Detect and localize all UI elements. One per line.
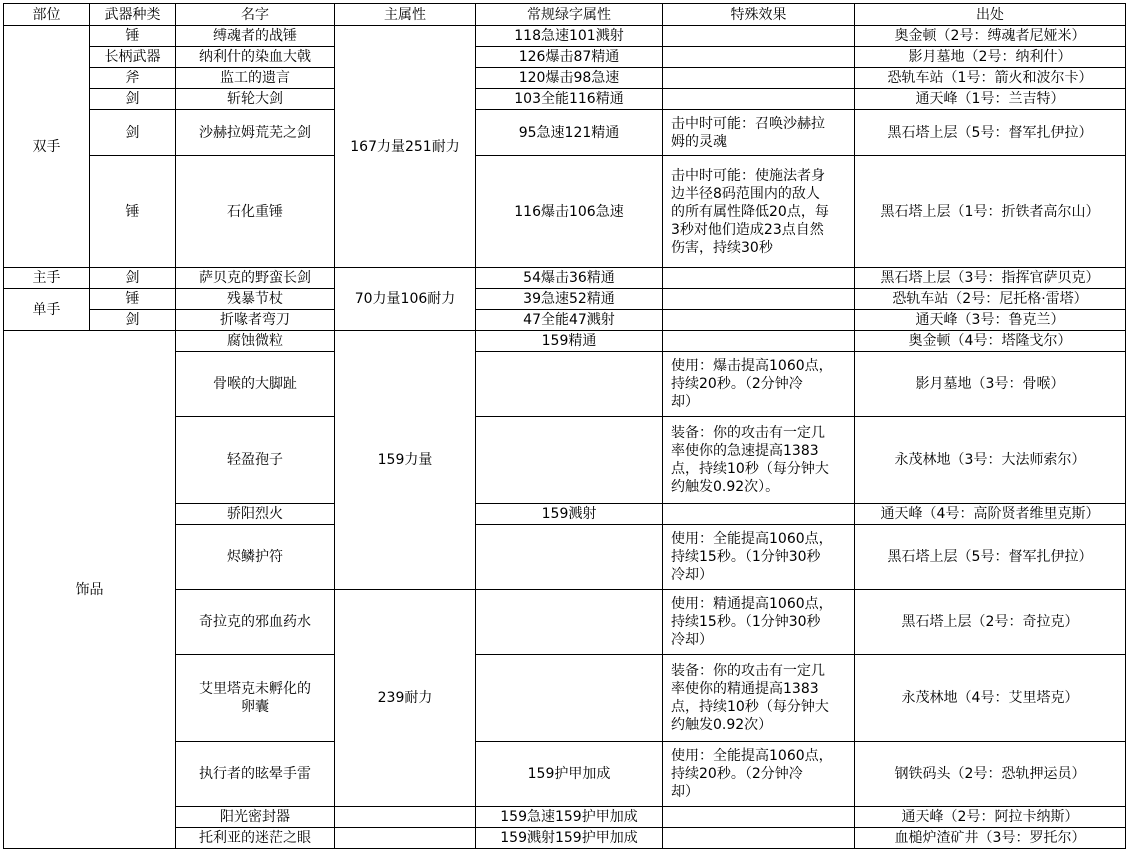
special-effect-cell <box>663 89 855 110</box>
secondary-stats-cell <box>476 590 663 655</box>
table-row <box>4 331 1126 352</box>
primary-stats-cell: 159力量 <box>335 331 476 590</box>
item-name-cell: 斩轮大剑 <box>176 89 335 110</box>
source-cell: 永茂林地（3号：大法师索尔） <box>855 417 1126 504</box>
slot-cell: 单手 <box>4 289 90 331</box>
secondary-stats-cell: 120爆击98急速 <box>476 68 663 89</box>
item-name-cell: 纳利什的染血大戟 <box>176 47 335 68</box>
source-cell: 黑石塔上层（5号：督军扎伊拉） <box>855 110 1126 156</box>
header-primary-stats: 主属性 <box>335 4 476 26</box>
header-secondary-stats: 常规绿字属性 <box>476 4 663 26</box>
slot-cell: 双手 <box>4 26 90 268</box>
table-row <box>4 310 1126 331</box>
item-name-cell: 奇拉克的邪血药水 <box>176 590 335 655</box>
header-source: 出处 <box>855 4 1126 26</box>
special-effect-cell <box>663 352 855 417</box>
source-cell: 通天峰（2号：阿拉卡纳斯） <box>855 807 1126 828</box>
secondary-stats-cell: 159急速159护甲加成 <box>476 807 663 828</box>
source-cell: 恐轨车站（1号：箭火和波尔卡） <box>855 68 1126 89</box>
secondary-stats-cell: 159溅射 <box>476 504 663 525</box>
source-cell: 黑石塔上层（3号：指挥官萨贝克） <box>855 268 1126 289</box>
table-row <box>4 47 1126 68</box>
secondary-stats-cell: 39急速52精通 <box>476 289 663 310</box>
source-cell: 影月墓地（3号：骨喉） <box>855 352 1126 417</box>
weapon-type-cell: 剑 <box>90 268 176 289</box>
secondary-stats-cell: 118急速101溅射 <box>476 26 663 47</box>
special-effect-text: 使用：爆击提高1060点， 持续20秒。（2分钟冷 却） <box>671 358 833 410</box>
source-cell: 恐轨车站（2号：尼托格·雷塔） <box>855 289 1126 310</box>
item-name-cell: 监工的遗言 <box>176 68 335 89</box>
weapon-type-cell: 剑 <box>90 110 176 156</box>
secondary-stats-cell: 47全能47溅射 <box>476 310 663 331</box>
item-name-text: 艾里塔克未孵化的 卵囊 <box>199 681 311 715</box>
item-name-cell: 萨贝克的野蛮长剑 <box>176 268 335 289</box>
special-effect-text: 击中时可能：召唤沙赫拉 姆的灵魂 <box>671 115 825 150</box>
table-row <box>4 268 1126 289</box>
secondary-stats-cell: 159溅射159护甲加成 <box>476 828 663 849</box>
primary-stats-cell: 167力量251耐力 <box>335 26 476 268</box>
secondary-stats-cell: 126爆击87精通 <box>476 47 663 68</box>
item-name-cell: 烬鳞护符 <box>176 525 335 590</box>
item-name-cell: 残暴节杖 <box>176 289 335 310</box>
item-name-cell <box>176 655 335 742</box>
special-effect-cell <box>663 525 855 590</box>
special-effect-cell <box>663 289 855 310</box>
item-name-cell: 石化重锤 <box>176 156 335 268</box>
source-cell: 血槌炉渣矿井（3号：罗托尔） <box>855 828 1126 849</box>
special-effect-cell <box>663 655 855 742</box>
slot-cell: 饰品 <box>4 331 176 849</box>
item-name-cell: 骨喉的大脚趾 <box>176 352 335 417</box>
gear-table <box>3 3 1126 849</box>
header-special-effect: 特殊效果 <box>663 4 855 26</box>
item-name-cell: 沙赫拉姆荒芜之剑 <box>176 110 335 156</box>
slot-cell: 主手 <box>4 268 90 289</box>
item-name-cell: 缚魂者的战锤 <box>176 26 335 47</box>
special-effect-cell <box>663 504 855 525</box>
source-cell: 黑石塔上层（1号：折铁者高尔山） <box>855 156 1126 268</box>
source-cell: 影月墓地（2号：纳利什） <box>855 47 1126 68</box>
special-effect-cell <box>663 268 855 289</box>
item-name-cell: 阳光密封器 <box>176 807 335 828</box>
table-row <box>4 156 1126 268</box>
source-cell: 通天峰（1号：兰吉特） <box>855 89 1126 110</box>
source-cell: 奥金顿（2号：缚魂者尼娅米） <box>855 26 1126 47</box>
special-effect-cell <box>663 590 855 655</box>
weapon-type-cell: 锤 <box>90 289 176 310</box>
special-effect-text: 击中时可能：使施法者身 边半径8码范围内的敌人 的所有属性降低20点，每 3秒对他们造成23点自然 伤害，持续30秒 <box>671 167 829 256</box>
item-name-cell: 骄阳烈火 <box>176 504 335 525</box>
primary-stats-cell <box>335 807 476 828</box>
header-weapon-type: 武器种类 <box>90 4 176 26</box>
item-name-cell: 执行者的眩晕手雷 <box>176 742 335 807</box>
weapon-type-cell: 剑 <box>90 310 176 331</box>
table-row <box>4 89 1126 110</box>
special-effect-cell <box>663 68 855 89</box>
weapon-type-cell: 斧 <box>90 68 176 89</box>
source-cell: 奥金顿（4号：塔隆戈尔） <box>855 331 1126 352</box>
source-cell: 通天峰（3号：鲁克兰） <box>855 310 1126 331</box>
item-name-cell: 腐蚀微粒 <box>176 331 335 352</box>
special-effect-text: 装备：你的攻击有一定几 率使你的急速提高1383 点，持续10秒（每分钟大 约触发0.92次）。 <box>671 425 829 495</box>
source-cell: 通天峰（4号：高阶贤者维里克斯） <box>855 504 1126 525</box>
header-name: 名字 <box>176 4 335 26</box>
special-effect-cell <box>663 742 855 807</box>
weapon-type-cell: 锤 <box>90 156 176 268</box>
special-effect-text: 使用：精通提高1060点， 持续15秒。（1分钟30秒 冷却） <box>671 596 833 648</box>
special-effect-cell <box>663 47 855 68</box>
special-effect-cell <box>663 807 855 828</box>
special-effect-cell <box>663 156 855 268</box>
secondary-stats-cell <box>476 525 663 590</box>
table-row <box>4 26 1126 47</box>
secondary-stats-cell: 159护甲加成 <box>476 742 663 807</box>
primary-stats-cell: 70力量106耐力 <box>335 268 476 331</box>
secondary-stats-cell <box>476 655 663 742</box>
source-cell: 永茂林地（4号：艾里塔克） <box>855 655 1126 742</box>
special-effect-cell <box>663 26 855 47</box>
secondary-stats-cell <box>476 352 663 417</box>
secondary-stats-cell <box>476 417 663 504</box>
special-effect-text: 使用：全能提高1060点， 持续15秒。（1分钟30秒 冷却） <box>671 531 833 583</box>
weapon-type-cell: 剑 <box>90 89 176 110</box>
source-cell: 钢铁码头（2号：恐轨押运员） <box>855 742 1126 807</box>
weapon-type-cell: 锤 <box>90 26 176 47</box>
secondary-stats-cell: 159精通 <box>476 331 663 352</box>
table-row <box>4 110 1126 156</box>
secondary-stats-cell: 116爆击106急速 <box>476 156 663 268</box>
item-name-cell: 轻盈孢子 <box>176 417 335 504</box>
special-effect-cell <box>663 331 855 352</box>
weapon-type-cell: 长柄武器 <box>90 47 176 68</box>
special-effect-text: 使用：全能提高1060点， 持续20秒。（2分钟冷 却） <box>671 748 833 800</box>
secondary-stats-cell: 54爆击36精通 <box>476 268 663 289</box>
special-effect-cell <box>663 828 855 849</box>
table-row <box>4 68 1126 89</box>
header-slot: 部位 <box>4 4 90 26</box>
table-row <box>4 289 1126 310</box>
special-effect-cell <box>663 417 855 504</box>
special-effect-text: 装备：你的攻击有一定几 率使你的精通提高1383 点，持续10秒（每分钟大 约触发0.92次） <box>671 663 829 733</box>
primary-stats-cell <box>335 828 476 849</box>
header-row <box>4 4 1126 26</box>
special-effect-cell <box>663 110 855 156</box>
source-cell: 黑石塔上层（2号：奇拉克） <box>855 590 1126 655</box>
source-cell: 黑石塔上层（5号：督军扎伊拉） <box>855 525 1126 590</box>
secondary-stats-cell: 95急速121精通 <box>476 110 663 156</box>
primary-stats-cell: 239耐力 <box>335 590 476 807</box>
item-name-cell: 折喙者弯刀 <box>176 310 335 331</box>
special-effect-cell <box>663 310 855 331</box>
secondary-stats-cell: 103全能116精通 <box>476 89 663 110</box>
item-name-cell: 托利亚的迷茫之眼 <box>176 828 335 849</box>
